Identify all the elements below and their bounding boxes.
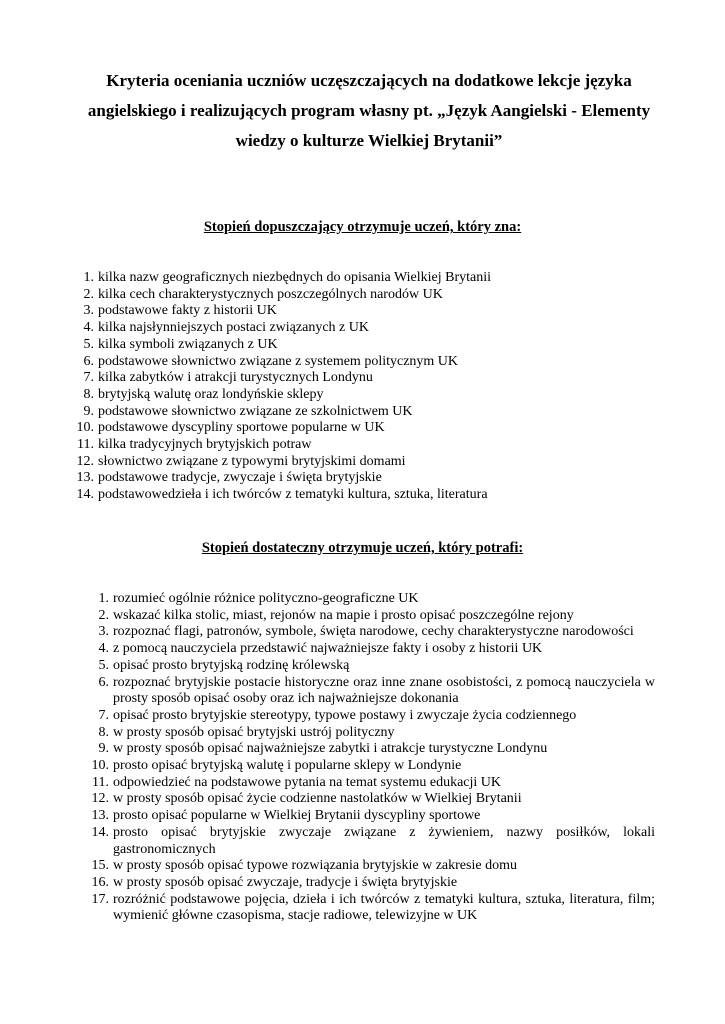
list-item [60, 354, 660, 371]
list-item [60, 892, 655, 925]
item-number: 6. [98, 674, 109, 690]
list-item [60, 454, 660, 471]
item-number: 7. [98, 707, 109, 723]
list-item [60, 624, 655, 641]
list-item [60, 858, 655, 875]
item-text: kilka cech charakterystycznych poszczególnych narodów UK [98, 286, 443, 302]
item-number: 14. [76, 487, 94, 503]
title-line: Kryteria oceniania uczniów uczęszczających na dodatkowe lekcje języka [106, 71, 632, 90]
item-text: w prosty sposób opisać brytyjski ustrój polityczny [113, 724, 395, 740]
item-number: 13. [91, 808, 109, 824]
item-text: w prosty sposób opisać typowe rozwiązania brytyjskie w zakresie domu [113, 858, 517, 874]
document-title [70, 66, 668, 156]
list-item [60, 287, 660, 304]
item-text: rozpoznać flagi, patronów, symbole, święta narodowe, cechy charakterystyczne narodowości [113, 624, 634, 640]
list-item [60, 487, 660, 504]
item-number: 1. [98, 591, 109, 606]
item-text: kilka tradycyjnych brytyjskich potraw [98, 437, 312, 453]
list-item [60, 791, 655, 808]
item-number: 11. [77, 437, 94, 453]
item-text: odpowiedzieć na podstawowe pytania na temat systemu edukacji UK [113, 774, 501, 790]
list-item [60, 608, 655, 625]
list-item [60, 725, 655, 742]
list-item [60, 370, 660, 387]
item-number: 4. [98, 641, 109, 657]
item-text: podstawowe dyscypliny sportowe popularne w UK [98, 420, 385, 436]
list-item [60, 658, 655, 675]
item-number: 3. [83, 303, 94, 319]
item-text: podstawowe fakty z historii UK [98, 303, 277, 319]
item-text: prosto opisać brytyjskie zwyczaje związane z żywieniem, nazwy posiłków, lokali gastronomicznych [113, 824, 655, 857]
list-item [60, 387, 660, 404]
item-number: 10. [76, 420, 94, 436]
item-number: 12. [76, 453, 94, 469]
list-item [60, 775, 655, 792]
item-number: 12. [91, 791, 109, 807]
item-number: 7. [83, 370, 94, 386]
item-text: rozumieć ogólnie różnice polityczno-geograficzne UK [113, 591, 419, 606]
item-text: podstawowe tradycje, zwyczaje i święta brytyjskie [98, 470, 382, 486]
list-item [60, 741, 655, 758]
list-item [60, 404, 660, 421]
item-text: opisać prosto brytyjskie stereotypy, typowe postawy i zwyczaje życia codziennego [113, 707, 577, 723]
item-number: 4. [83, 320, 94, 336]
item-text: w prosty sposób opisać zwyczaje, tradycje i święta brytyjskie [113, 874, 458, 890]
item-number: 1. [83, 270, 94, 285]
item-text: prosto opisać popularne w Wielkiej Brytanii dyscypliny sportowe [113, 808, 481, 824]
item-number: 2. [83, 286, 94, 302]
item-number: 16. [91, 874, 109, 890]
item-text: wskazać kilka stolic, miast, rejonów na mapie i prosto opisać poszczególne rejony [113, 607, 574, 623]
list-item [60, 470, 660, 487]
list-item [60, 591, 655, 608]
item-number: 5. [98, 657, 109, 673]
item-number: 3. [98, 624, 109, 640]
list-item [60, 320, 660, 337]
item-text: w prosty sposób opisać najważniejsze zabytki i atrakcje turystyczne Londynu [113, 741, 548, 757]
item-text: podstawowe słownictwo związane ze szkolnictwem UK [98, 403, 413, 419]
section-heading-dopuszczajacy: Stopień dopuszczający otrzymuje uczeń, który zna: [203, 219, 522, 235]
list-item [60, 437, 660, 454]
item-text: słownictwo związane z typowymi brytyjskimi domami [98, 453, 406, 469]
item-text: kilka symboli związanych z UK [98, 336, 278, 352]
list-item [60, 337, 660, 354]
list-item [60, 270, 660, 287]
list-item [60, 420, 660, 437]
list-item [60, 825, 655, 858]
item-number: 5. [83, 336, 94, 352]
list-item [60, 808, 655, 825]
item-number: 9. [83, 403, 94, 419]
list-item [60, 758, 655, 775]
item-text: kilka nazw geograficznych niezbędnych do opisania Wielkiej Brytanii [98, 270, 491, 285]
item-text: prosto opisać brytyjską walutę i popularne sklepy w Londynie [113, 758, 462, 774]
item-text: opisać prosto brytyjską rodzinę królewską [113, 657, 350, 673]
list-item [60, 675, 655, 708]
item-number: 17. [91, 891, 109, 907]
item-text: kilka najsłynniejszych postaci związanych z UK [98, 320, 369, 336]
item-text: kilka zabytków i atrakcji turystycznych Londynu [98, 370, 373, 386]
item-number: 8. [83, 386, 94, 402]
item-text: rozpoznać brytyjskie postacie historyczne oraz inne znane osobistości, z pomocą nauczyciela w prosty sposób opisać osoby oraz ich najważniejsze dokonania [113, 674, 655, 707]
item-text: rozróżnić podstawowe pojęcia, dzieła i ich twórców z tematyki kultura, sztuka, literatura, film; wymienić główne czasopisma, stacje radiowe, telewizyjne w UK [113, 891, 655, 924]
list-item [60, 708, 655, 725]
list-item [60, 303, 660, 320]
item-number: 15. [91, 858, 109, 874]
title-line: angielskiego i realizujących program własny pt. „Język Aangielski - Elementy [87, 101, 651, 120]
section-heading-dostateczny: Stopień dostateczny otrzymuje uczeń, który potrafi: [201, 540, 524, 556]
title-line: wiedzy o kulturze Wielkiej Brytanii” [235, 131, 503, 150]
item-number: 2. [98, 607, 109, 623]
criteria-list-dostateczny [60, 591, 655, 925]
item-number: 10. [91, 758, 109, 774]
list-item [60, 641, 655, 658]
item-number: 8. [98, 724, 109, 740]
item-text: brytyjską walutę oraz londyńskie sklepy [98, 386, 324, 402]
item-text: w prosty sposób opisać życie codzienne nastolatków w Wielkiej Brytanii [113, 791, 522, 807]
list-item [60, 875, 655, 892]
item-text: z pomocą nauczyciela przedstawić najważniejsze fakty i osoby z historii UK [113, 641, 543, 657]
item-number: 9. [98, 741, 109, 757]
item-number: 13. [76, 470, 94, 486]
criteria-list-dopuszczajacy [60, 270, 660, 504]
item-text: podstawowe słownictwo związane z systemem politycznym UK [98, 353, 459, 369]
item-number: 6. [83, 353, 94, 369]
item-number: 14. [91, 824, 109, 840]
item-number: 11. [92, 774, 109, 790]
item-text: podstawowedzieła i ich twórców z tematyki kultura, sztuka, literatura [98, 487, 488, 503]
